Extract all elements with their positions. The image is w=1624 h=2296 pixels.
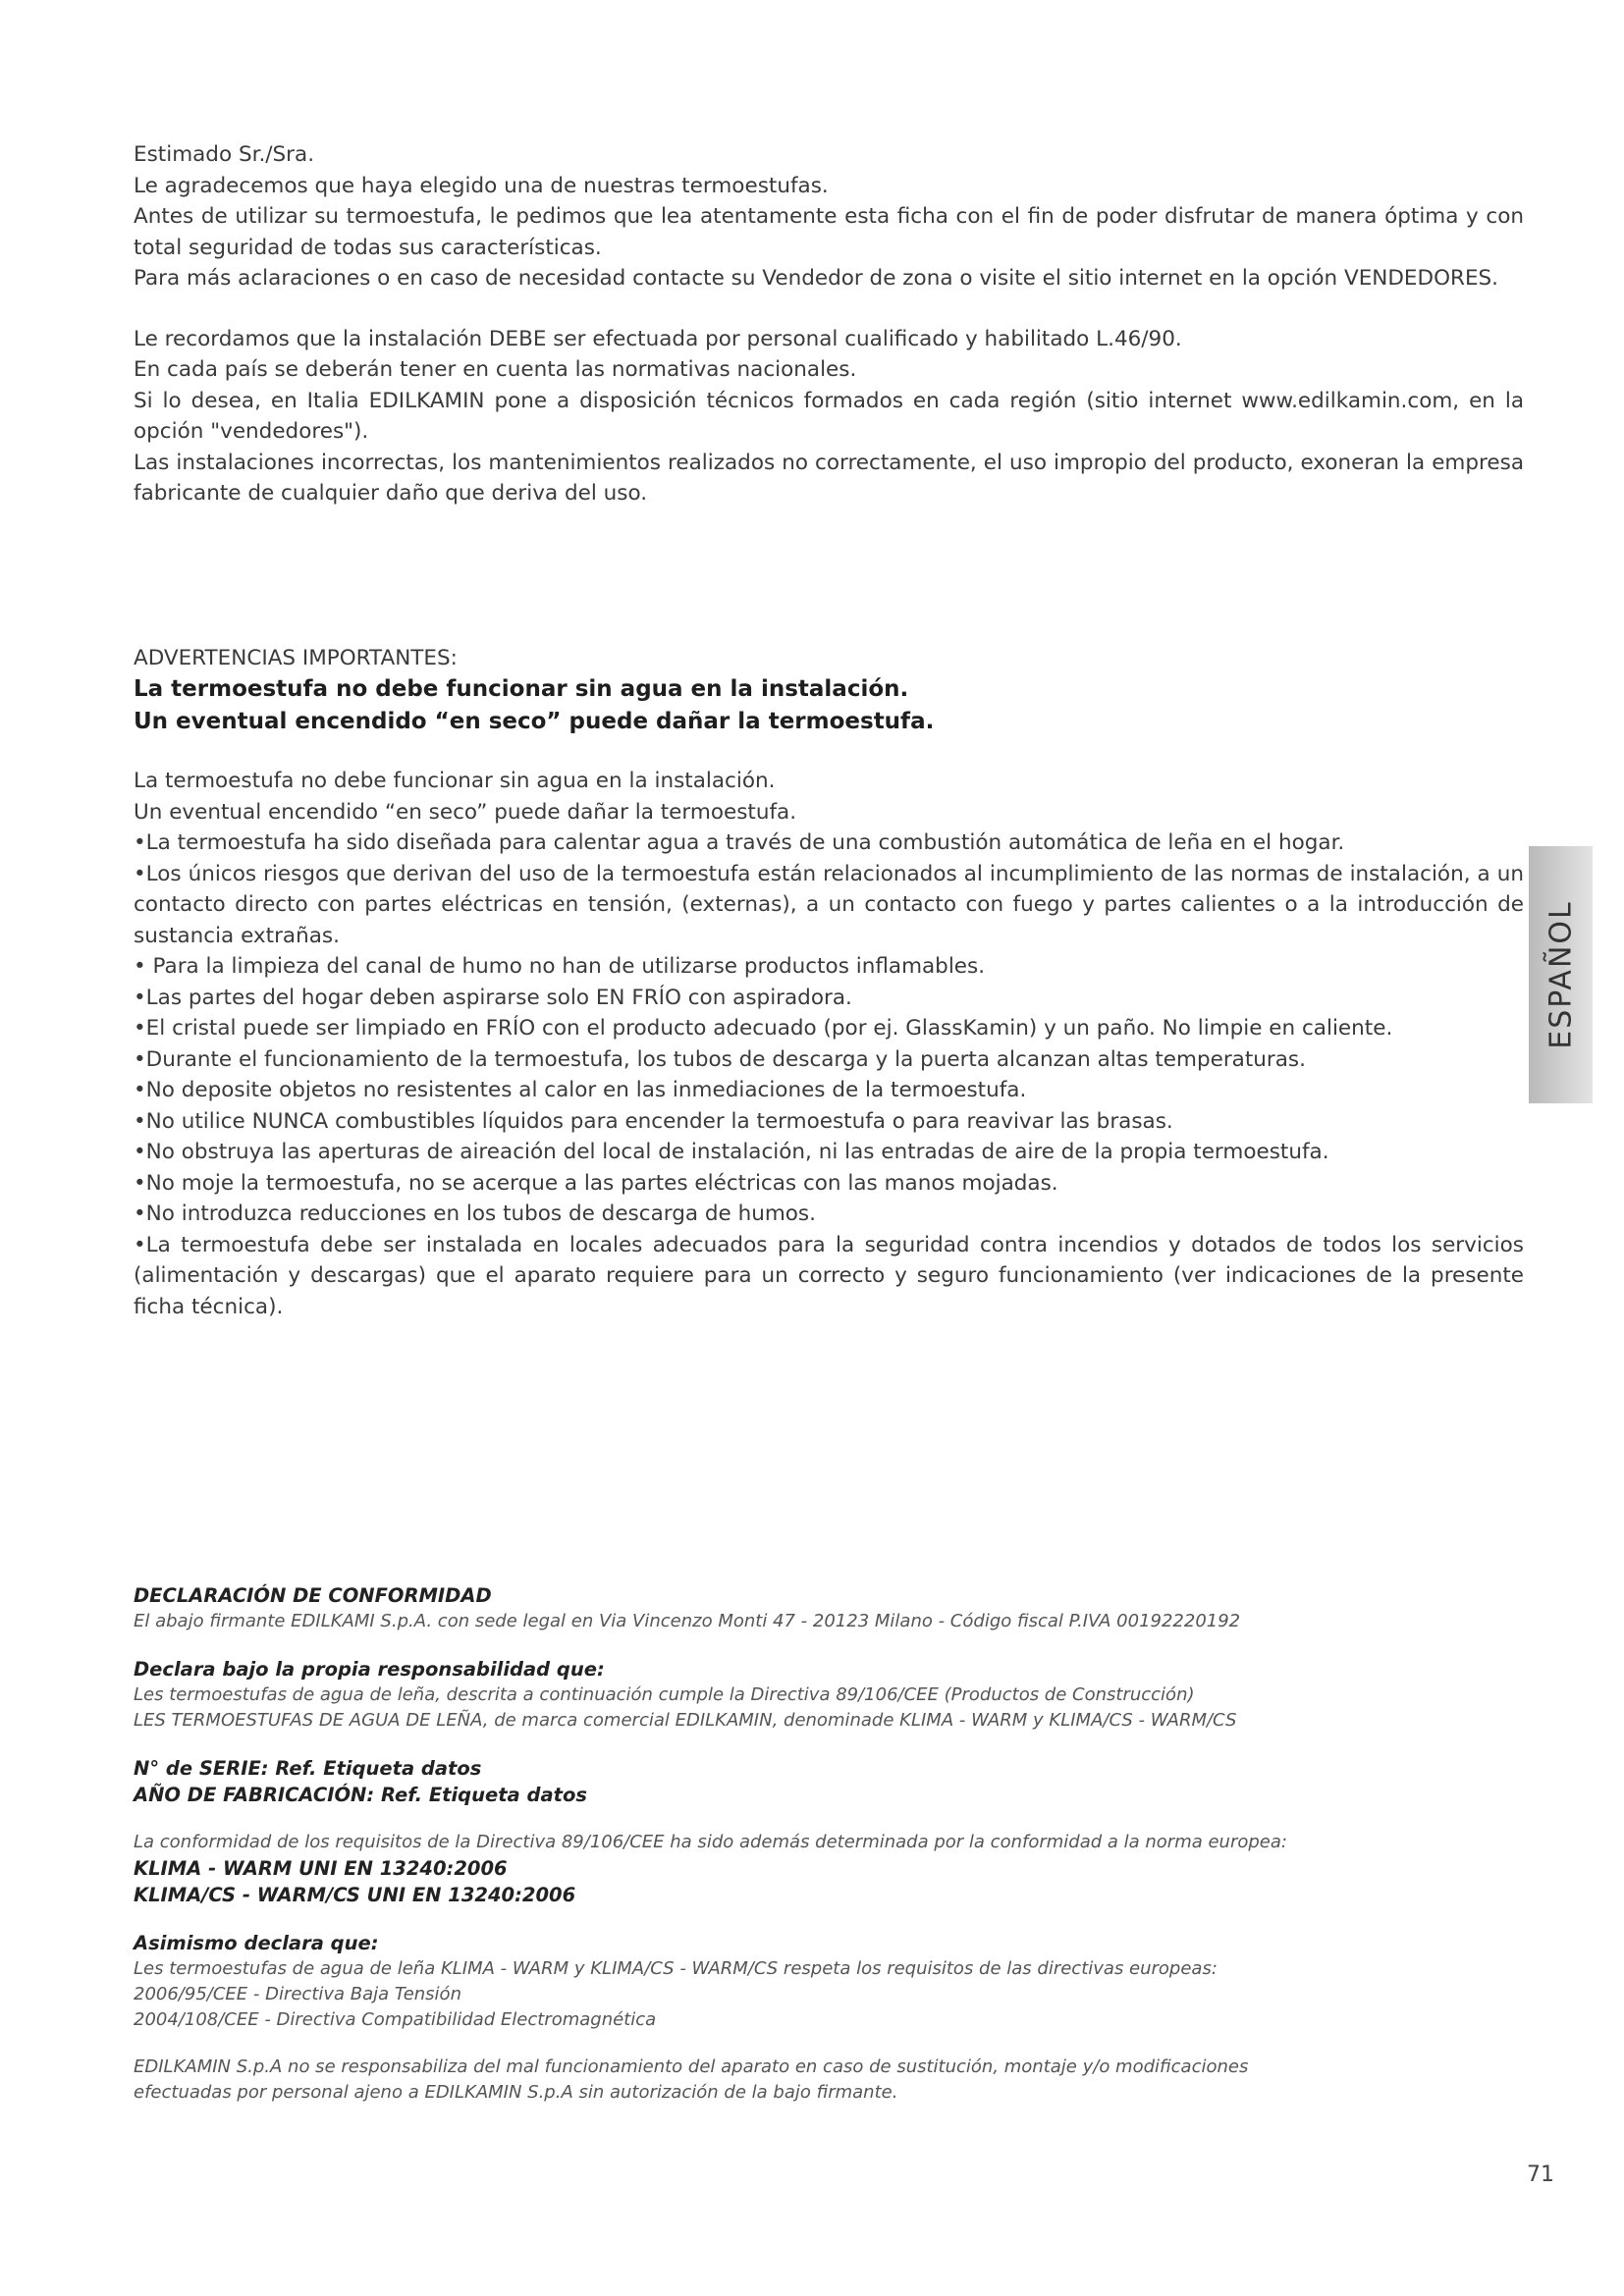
disclaimer-line: efectuadas por personal ajeno a EDILKAMIN S.p.A sin autorización de la bajo firmante.: [134, 2082, 898, 2103]
warning-item: •No moje la termoestufa, no se acerque a las partes eléctricas con las manos mojadas.: [134, 1170, 1058, 1196]
warning-item: •Durante el funcionamiento de la termoestufa, los tubos de descarga y la puerta alcanzan altas temperaturas.: [134, 1046, 1306, 1072]
also-line: Les termoestufas de agua de leña KLIMA - WARM y KLIMA/CS - WARM/CS respeta los requisitos de las directivas europeas:: [134, 1958, 1218, 1979]
page-number: 71: [1527, 2163, 1554, 2187]
year-line: AÑO DE FABRICACIÓN: Ref. Etiqueta datos: [134, 1784, 587, 1806]
serial-line: N° de SERIE: Ref. Etiqueta datos: [134, 1757, 482, 1780]
intro-section: [134, 139, 1524, 509]
thanks-line: Le agradecemos que haya elegido una de nuestras termoestufas.: [134, 173, 829, 198]
warning-item: •Los únicos riesgos que derivan del uso de la termoestufa están relacionados al incumplimiento de las normas de instalación, a un contacto directo con partes eléctricas en tensión, (externas), a un contacto con fuego y partes calientes o a la introducción de sustancia extrañas.: [134, 861, 1524, 948]
disclaimer-line: EDILKAMIN S.p.A no se responsabiliza del mal funcionamiento del aparato en caso de sustitución, montaje y/o modificaciones: [134, 2056, 1249, 2077]
conformity-line: La conformidad de los requisitos de la Directiva 89/106/CEE ha sido además determinada por la conformidad a la norma europea:: [134, 1832, 1287, 1852]
warning-item: •La termoestufa debe ser instalada en locales adecuados para la seguridad contra incendios y dotados de todos los servicios (alimentación y descargas) que el aparato requiere para un correcto y seguro funcionamiento (ver indicaciones de la presente ficha técnica).: [134, 1232, 1524, 1319]
warning-item: •No utilice NUNCA combustibles líquidos para encender la termoestufa o para reavivar las brasas.: [134, 1108, 1173, 1134]
warning-bold-line: Un eventual encendido “en seco” puede dañar la termoestufa.: [134, 709, 935, 734]
greeting: Estimado Sr./Sra.: [134, 142, 315, 167]
warning-item: La termoestufa no debe funcionar sin agua en la instalación.: [134, 769, 776, 793]
warnings-list: [134, 766, 1524, 1322]
also-line: 2006/95/CEE - Directiva Baja Tensión: [134, 1984, 461, 2004]
declares-line: Les termoestufas de agua de leña, descrita a continuación cumple la Directiva 89/106/CEE (Productos de Construcción): [134, 1684, 1195, 1705]
liability-line: Las instalaciones incorrectas, los mantenimientos realizados no correctamente, el uso impropio del producto, exoneran la empresa fabricante de cualquier daño que deriva del uso.: [134, 450, 1524, 506]
warning-item: •La termoestufa ha sido diseñada para calentar agua a través de una combustión automática de leña en el hogar.: [134, 830, 1345, 855]
warnings-heading: ADVERTENCIAS IMPORTANTES:: [134, 646, 458, 670]
warning-bold-line: La termoestufa no debe funcionar sin agua en la instalación.: [134, 676, 909, 702]
declaration-section: [134, 1582, 1524, 2106]
national-rules-line: En cada país se deberán tener en cuenta las normativas nacionales.: [134, 357, 857, 382]
also-heading: Asimismo declara que:: [134, 1932, 379, 1954]
norm-line: KLIMA - WARM UNI EN 13240:2006: [134, 1857, 508, 1880]
warning-item: •El cristal puede ser limpiado en FRÍO con el producto adecuado (por ej. GlassKamin) y un paño. No limpie en caliente.: [134, 1016, 1393, 1041]
language-tab-label: ESPAÑOL: [1543, 900, 1578, 1049]
warning-item: Un eventual encendido “en seco” puede dañar la termoestufa.: [134, 799, 797, 825]
language-tab: [1529, 846, 1593, 1103]
declares-line: LES TERMOESTUFAS DE AGUA DE LEÑA, de marca comercial EDILKAMIN, denominade KLIMA - WARM y KLIMA/CS - WARM/CS: [134, 1710, 1237, 1731]
read-carefully-line: Antes de utilizar su termoestufa, le pedimos que lea atentamente esta ficha con el fin de poder disfrutar de manera óptima y con total seguridad de todas sus características.: [134, 204, 1524, 260]
warning-item: •No introduzca reducciones en los tubos de descarga de humos.: [134, 1201, 816, 1226]
warnings-section: [134, 643, 1524, 1322]
signer-line: El abajo firmante EDILKAMI S.p.A. con sede legal en Via Vincenzo Monti 47 - 20123 Milano - Código fiscal P.IVA 00192220192: [134, 1611, 1241, 1631]
also-line: 2004/108/CEE - Directiva Compatibilidad Electromagnética: [134, 2009, 657, 2030]
installation-line: Le recordamos que la instalación DEBE ser efectuada por personal cualificado y habilitado L.46/90.: [134, 326, 1182, 351]
contact-line: Para más aclaraciones o en caso de necesidad contacte su Vendedor de zona o visite el sitio internet en la opción VENDEDORES.: [134, 266, 1499, 291]
norm-line: KLIMA/CS - WARM/CS UNI EN 13240:2006: [134, 1884, 576, 1906]
technicians-line: Si lo desea, en Italia EDILKAMIN pone a disposición técnicos formados en cada región (sitio internet www.edilkamin.com, en la opción "vendedores").: [134, 388, 1524, 444]
warning-item: •Las partes del hogar deben aspirarse solo EN FRÍO con aspiradora.: [134, 985, 852, 1010]
declaration-title: DECLARACIÓN DE CONFORMIDAD: [134, 1584, 492, 1607]
warning-item: •No obstruya las aperturas de aireación del local de instalación, ni las entradas de aire de la propia termoestufa.: [134, 1140, 1329, 1164]
warning-item: •No deposite objetos no resistentes al calor en las inmediaciones de la termoestufa.: [134, 1078, 1027, 1102]
warning-item: • Para la limpieza del canal de humo no han de utilizarse productos inflamables.: [134, 954, 986, 979]
declares-heading: Declara bajo la propia responsabilidad que:: [134, 1658, 605, 1681]
